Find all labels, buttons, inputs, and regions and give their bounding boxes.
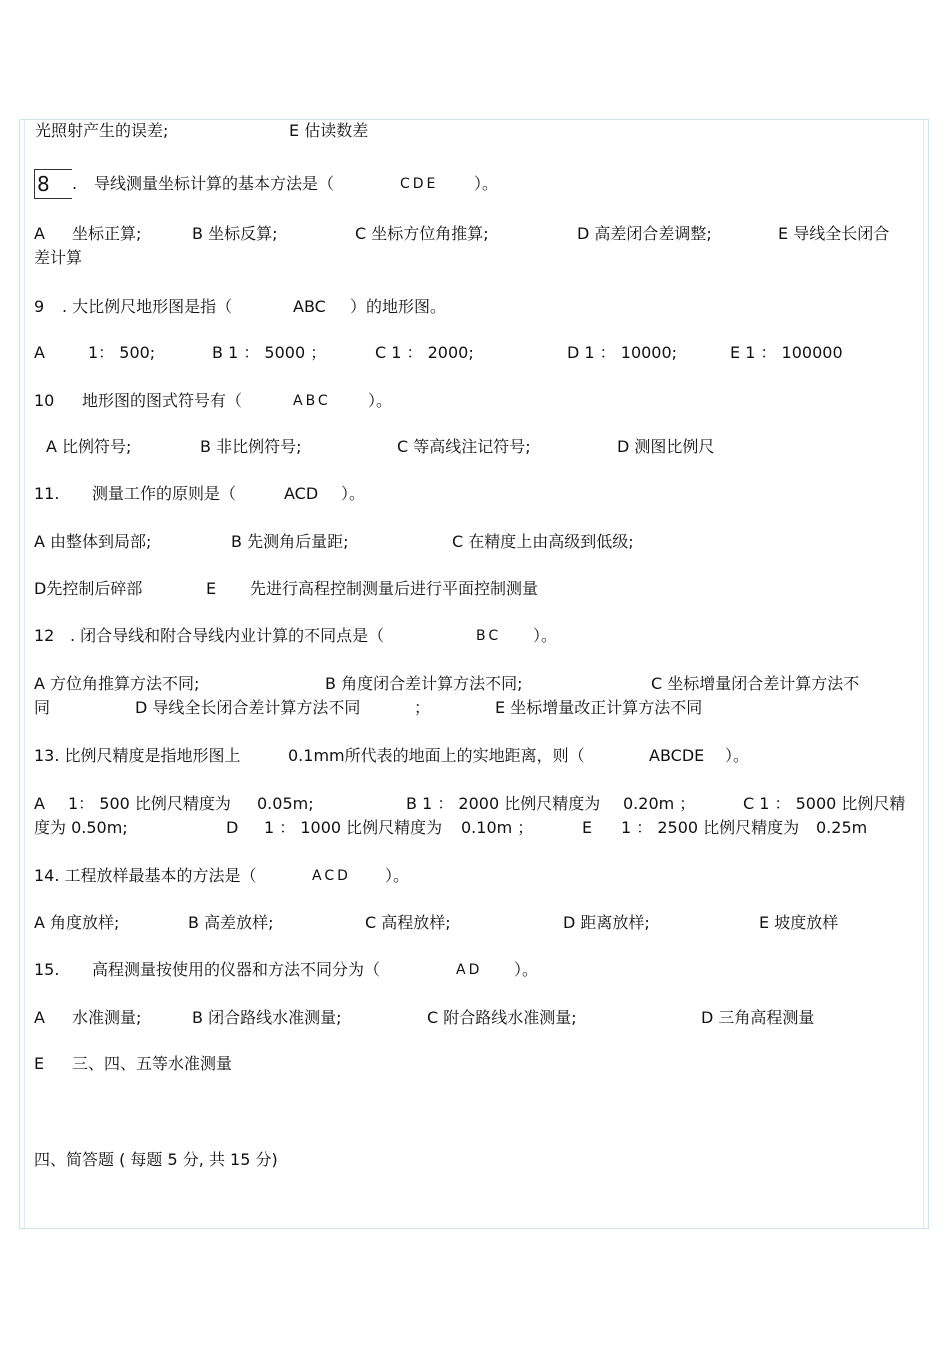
line-1-answer: CDE [400,176,439,192]
line-2-seg-1: 坐标正算; [72,224,142,243]
line-15-seg-2: 0.05m; [257,794,314,813]
line-8-seg-1: 测量工作的原则是（ [92,484,237,503]
line-9-seg-2: C 在精度上由高级到低级; [452,532,634,551]
line-0-seg-0: 光照射产生的误差; [35,121,169,140]
line-18-seg-2: C 高程放样; [365,913,451,932]
line-4-seg-3: ）的地形图。 [350,297,447,316]
line-14-answer: ABCDE [649,746,705,765]
line-16-seg-4: E [582,818,593,837]
line-17-seg-2: ）。 [385,866,410,885]
line-19-answer: AD [456,962,483,978]
line-5-seg-3: C 1 ： 2000; [375,343,474,362]
line-17-answer: ACD [312,868,351,884]
line-15-seg-3: B 1 ： 2000 比例尺精度为 [406,794,601,813]
line-12-seg-2: C 坐标增量闭合差计算方法不 [651,674,860,693]
line-13-seg-3: E 坐标增量改正计算方法不同 [495,698,703,717]
line-5-seg-4: D 1 ： 10000; [567,343,678,362]
line-6-seg-3: ）。 [368,391,393,410]
section-heading-short-answer: 四、简答题 ( 每题 5 分, 共 15 分) [34,1150,278,1169]
line-12-seg-0: A 方位角推算方法不同; [34,674,200,693]
line-18-seg-3: D 距离放样; [563,913,650,932]
line-11-seg-1: . 闭合导线和附合导线内业计算的不同点是（ [70,626,385,645]
line-20-seg-3: C 附合路线水准测量; [427,1008,577,1027]
line-2-seg-3: C 坐标方位角推算; [355,224,489,243]
line-11-answer: BC [476,628,502,644]
line-3-seg-0: 差计算 [34,248,83,267]
line-12-seg-1: B 角度闭合差计算方法不同; [325,674,523,693]
line-14-seg-3: ）。 [725,746,750,765]
line-5-seg-5: E 1 ： 100000 [730,343,843,362]
line-21-seg-1: 三、四、五等水准测量 [72,1054,233,1073]
line-2-seg-4: D 高差闭合差调整; [577,224,712,243]
line-19-seg-1: 高程测量按使用的仪器和方法不同分为（ [92,960,381,979]
line-15-seg-5: C 1 ： 5000 比例尺精 [743,794,906,813]
line-7-seg-2: C 等高线注记符号; [397,437,531,456]
line-18-seg-4: E 坡度放样 [759,913,839,932]
line-2-seg-0: A [34,224,45,243]
line-15-seg-1: 1： 500 比例尺精度为 [68,794,231,813]
line-15-seg-4: 0.20m ； [623,794,696,813]
line-19-seg-0: 15. [34,960,60,979]
line-16-seg-0: 度为 0.50m; [34,818,128,837]
line-20-seg-0: A [34,1008,45,1027]
line-18-seg-0: A 角度放样; [34,913,120,932]
line-6-seg-0: 10 [34,391,55,410]
line-4-seg-0: 9 [34,297,45,316]
line-2-seg-2: B 坐标反算; [192,224,278,243]
line-20-seg-2: B 闭合路线水准测量; [192,1008,342,1027]
line-9-seg-1: B 先测角后量距; [231,532,349,551]
line-5-seg-0: A [34,343,45,362]
line-10-seg-0: D先控制后碎部 [34,579,143,598]
line-1-seg-0: . [72,174,78,193]
line-13-seg-1: D 导线全长闭合差计算方法不同 [135,698,361,717]
line-6-answer: ABC [293,393,331,409]
line-16-seg-3: 0.10m ； [461,818,534,837]
line-20-seg-1: 水准测量; [72,1008,142,1027]
line-7-seg-0: A 比例符号; [46,437,132,456]
line-18-seg-1: B 高差放样; [188,913,274,932]
line-1-seg-3: ）。 [474,174,499,193]
line-7-seg-1: B 非比例符号; [200,437,302,456]
line-1-seg-1: 导线测量坐标计算的基本方法是（ [94,174,335,193]
line-16-seg-5: 1 ： 2500 比例尺精度为 [621,818,800,837]
line-16-seg-1: D [226,818,239,837]
line-8-seg-3: ）。 [341,484,366,503]
line-2-seg-5: E 导线全长闭合 [778,224,890,243]
line-7-seg-3: D 测图比例尺 [617,437,715,456]
line-10-seg-1: E [206,579,217,598]
line-14-seg-0: 13. 比例尺精度是指地形图上 [34,746,241,765]
line-19-seg-3: ）。 [514,960,539,979]
line-20-seg-4: D 三角高程测量 [701,1008,815,1027]
line-10-seg-2: 先进行高程控制测量后进行平面控制测量 [250,579,539,598]
line-16-seg-2: 1 ： 1000 比例尺精度为 [264,818,443,837]
line-11-seg-0: 12 [34,626,55,645]
line-6-seg-1: 地形图的图式符号有（ [82,391,243,410]
line-11-seg-3: ）。 [533,626,558,645]
line-13-seg-0: 同 [34,698,51,717]
line-21-seg-0: E [34,1054,45,1073]
line-15-seg-0: A [34,794,45,813]
line-17-seg-0: 14. 工程放样最基本的方法是（ [34,866,257,885]
line-16-seg-6: 0.25m [816,818,868,837]
question-number-box: 8 [34,169,72,199]
line-0-seg-1: E 估读数差 [289,121,369,140]
line-14-seg-1: 0.1mm所代表的地面上的实地距离，则（ [288,746,585,765]
line-5-seg-1: 1： 500; [88,343,156,362]
line-8-seg-0: 11. [34,484,60,503]
line-4-answer: ABC [293,297,326,316]
line-5-seg-2: B 1 ： 5000 ； [212,343,327,362]
line-4-seg-1: . 大比例尺地形图是指（ [62,297,233,316]
line-9-seg-0: A 由整体到局部; [34,532,152,551]
line-8-answer: ACD [284,484,319,503]
line-13-seg-2: ； [414,698,431,717]
